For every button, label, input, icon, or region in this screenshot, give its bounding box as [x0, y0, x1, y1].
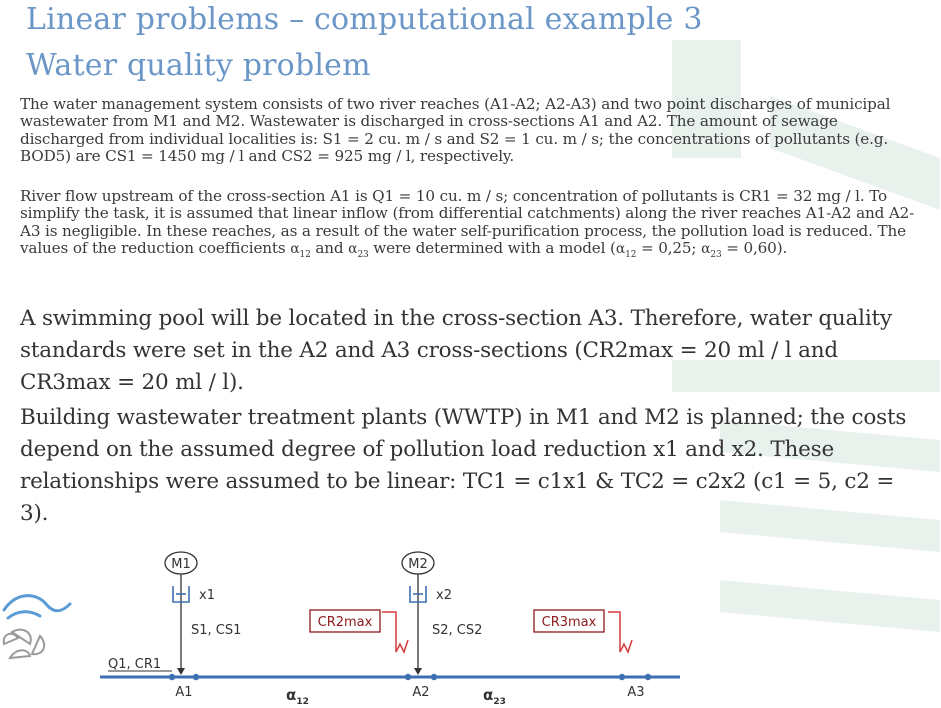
m2-label: M2 — [408, 557, 428, 572]
a2-label: A2 — [412, 685, 430, 700]
para2-text-a: River flow upstream of the cross-section A1 is Q1 = 10 cu. m / s; concentration of pollutants is CR1 = 32 mg / l. To simplify the task, it is assumed that linear inflow (from differential catchments) along the river reaches A1-A2 and A2-A3 is negligible. In these reaches, as a result of the water self-purification process, the pollution load is reduced. The values of the reduction coefficients — [20, 187, 915, 258]
para2-text-b: and — [310, 239, 349, 258]
para2-text-d: = 0,25; — [636, 239, 702, 258]
m1-node — [165, 552, 197, 574]
paragraph-swimming-pool: A swimming pool will be located in the cross-section A3. Therefore, water quality standards were set in the A2 and A3 cross-sections (CR2max = 20 ml / l and CR3max = 20 ml / l). — [20, 306, 892, 395]
slide-subtitle: Water quality problem — [26, 48, 371, 83]
alpha23-reach-label: $\alpha_{23}$ — [483, 686, 506, 707]
paragraph-river-flow — [20, 188, 925, 264]
alpha23-symbol: $\alpha_{23}$ — [348, 241, 369, 261]
a3-label: A3 — [627, 685, 645, 700]
cr3max-label: CR3max — [541, 615, 597, 630]
alpha12-symbol-2: $\alpha_{12}$ — [615, 241, 637, 261]
wave-logo-icon — [4, 596, 70, 618]
swimmer-icon-a2 — [382, 612, 408, 652]
cr2max-label: CR2max — [317, 615, 373, 630]
swimmer-icon-a3 — [608, 612, 632, 652]
alpha12-symbol: $\alpha_{12}$ — [290, 241, 311, 261]
m1-label: M1 — [171, 557, 191, 572]
river-schematic — [0, 540, 941, 708]
m2-node — [402, 552, 434, 574]
alpha12-reach-label: $\alpha_{12}$ — [286, 686, 309, 707]
s2-cs2-label: S2, CS2 — [432, 623, 483, 638]
alpha23-symbol-2: $\alpha_{23}$ — [701, 241, 722, 261]
a1-label: A1 — [175, 685, 193, 700]
para2-text-c: were determined with a model ( — [368, 239, 616, 258]
para2-text-e: = 0,60). — [721, 239, 788, 258]
q1-cr1-label: Q1, CR1 — [108, 657, 162, 672]
paragraph-wwtp-costs: Building wastewater treatment plants (WWTP) in M1 and M2 is planned; the costs depend on the assumed degree of pollution load reduction x1 and x2. These relationships were assumed to be linear: TC1 = c1x1 & TC2 = c2x2 (c1 = 5, c2 = 3). — [20, 405, 907, 526]
x1-label: x1 — [199, 588, 215, 603]
x2-label: x2 — [436, 588, 452, 603]
slide-title: Linear problems – computational example 3 — [26, 2, 703, 37]
s1-cs1-label: S1, CS1 — [191, 623, 242, 638]
paragraph-system-description: The water management system consists of two river reaches (A1-A2; A2-A3) and two point discharges of municipal wastewater from M1 and M2. Wastewater is discharged in cross-sections A1 and A2. The amount of sewage discharged from individual localities is: S1 = 2 cu. m / s and S2 = 1 cu. m / s; the concentrations of pollutants (e.g. BOD5) are CS1 = 1450 mg / l and CS2 = 925 mg / l, respectively. — [20, 95, 891, 166]
pinwheel-logo-icon — [4, 630, 44, 658]
